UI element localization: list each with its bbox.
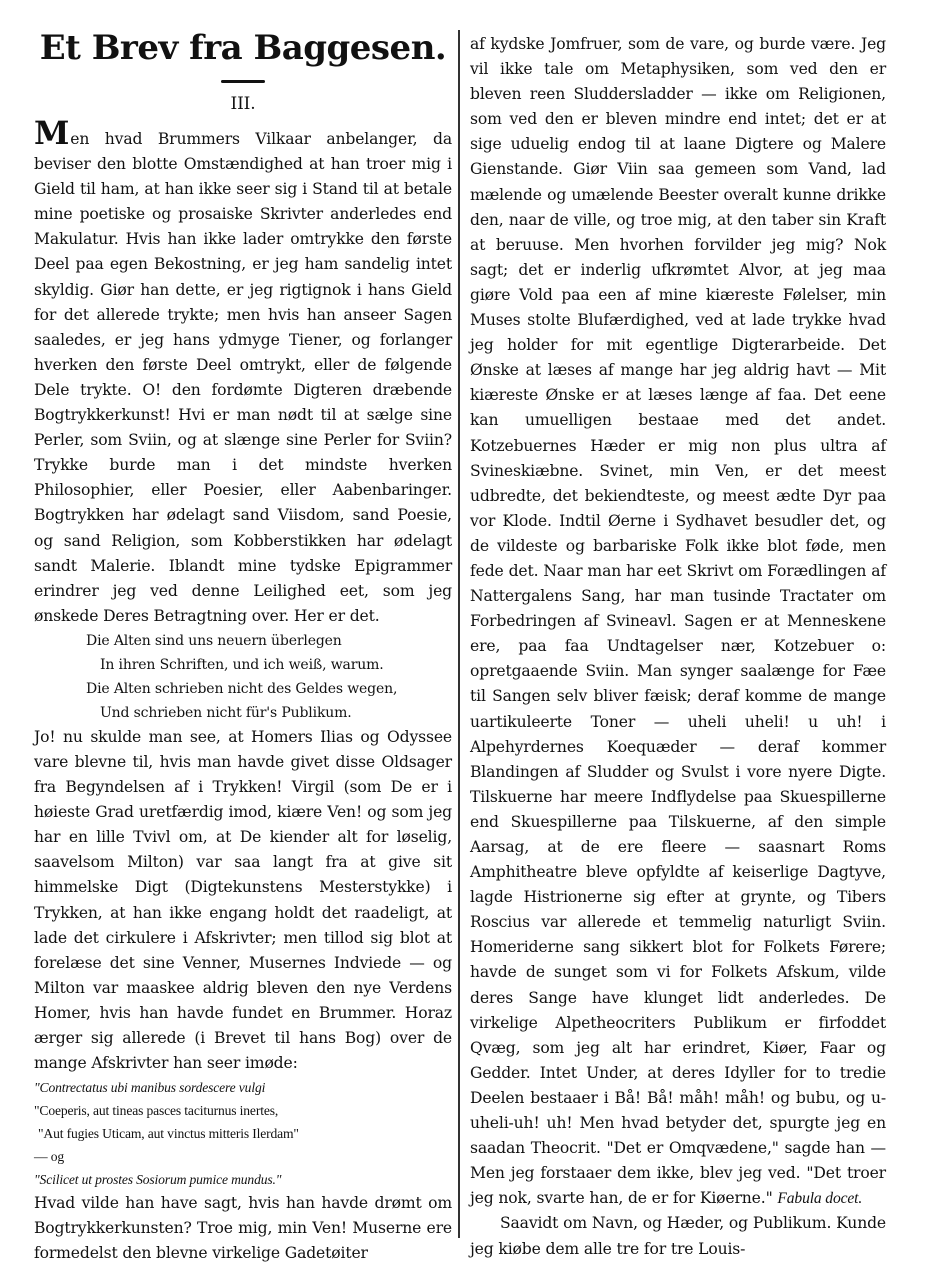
latin-line: "Contrectatus ubi manibus sordescere vulgi [34,1080,266,1096]
article-title: Et Brev fra Baggesen. [39,28,447,68]
latin-line: "Scilicet ut prostes Sosiorum pumice mundus." [34,1172,282,1188]
title-ornament-divider [221,80,265,83]
poem-line: In ihren Schriften, und ich weiß, warum. [100,656,384,673]
left-paragraph-2: Jo! nu skulde man see, at Homers Ilias og Odyssee vare blevne til, hvis man havde givet disse Oldsager fra Begyndelsen af i Trykken! Virgil (som De er i høieste Grad uretfærdig imod, kiære Ven! og som jeg har en lille Tvivl om, at De kiender alt for løselig, saavelsom Milton) var saa langt fra at give sit himmelske Digt (Digtekunstens Mesterstykke) i Trykken, at han ikke engang holdt det raadeligt, at lade det cirkulere i Afskrivter; men tillod sig blot at forelæse det sine Venner, Musernes Indviede — og Milton var maaskee aldrig bleven den nye Verdens Homer, hvis han havde fundet en Brummer. Horaz ærger sig allerede (i Brevet til hans Bog) over de mange Afskrivter han seer imøde: [34,727,452,1073]
poem-line: Die Alten schrieben nicht des Geldes wegen, [86,680,398,697]
left-paragraph-1-text: en hvad Brummers Vilkaar anbelanger, da beviser den blotte Omstændighed at han troer mig i Gield til ham, at han ikke seer sig i Stand til at betale mine poetiske og prosaiske Skrivter anderledes end Makulatur. Hvis han ikke lader omtrykke den første Deel paa egen Bekostning, er jeg ham sandelig intet skyldig. Giør han dette, er jeg rigtignok i hans Gield for det allerede trykte; men hvis han anseer Sagen saaledes, er jeg hans ydmyge Tiener, og forlanger hverken den første Deel omtrykt, eller de følgende Dele trykte. O! den fordømte Digteren dræbende Bogtrykkerkunst! Hvi er man nødt til at sælge sine Perler, som Sviin, og at slænge sine Perler for Sviin? Trykke burde man i det mindste hverken Philosophier, eller Poesier, eller Aabenbaringer. Bogtrykken har ødelagt sand Viisdom, sand Poesie, og sand Religion, som Kobberstikken har ødelagt sandt Malerie. Iblandt mine tydske Epigrammer erindrer jeg ved denne Leilighed eet, som jeg ønskede Deres Betragtning over. Her er det. [34,130,452,625]
left-column [34,28,452,1266]
poem-line: Die Alten sind uns neuern überlegen [86,632,342,649]
poem-line: Und schrieben nicht für's Publikum. [100,704,352,721]
fabula-docet: Fabula docet. [777,1190,863,1208]
column-divider [458,30,460,1238]
latin-line: "Coeperis, aut tineas pasces taciturnus inertes, [34,1103,279,1119]
left-paragraph-3: Hvad vilde han have sagt, hvis han havde drømt om Bogtrykkerkunsten? Troe mig, min Ven! Muserne ere formedelst den blevne virkelige Gadetøiter [34,1194,452,1263]
right-paragraph-1 [470,32,886,1211]
drop-cap: M [34,114,70,152]
right-column [470,32,886,1262]
left-paragraph-1 [34,114,452,629]
latin-connector: — og [34,1149,64,1165]
german-epigram [86,629,452,725]
section-number: III. [230,94,256,114]
right-paragraph-2: Saavidt om Navn, og Hæder, og Publikum. Kunde jeg kiøbe dem alle tre for tre Louis- [470,1214,886,1258]
right-paragraph-1-text: af kydske Jomfruer, som de vare, og burde være. Jeg vil ikke tale om Metaphysiken, som ved den er bleven reen Sluddersladder — ikke om Religionen, som ved den er bleven mindre end intet; det er at sige uduelig endog til at laane Digtere og Malere Gienstande. Giør Viin saa gemeen som Vand, lad mælende og umælende Beester overalt kunne drikke den, naar de ville, og troe mig, at den taber sin Kraft at beruuse. Men hvorhen forvilder jeg mig? Nok sagt; det er inderlig ufkrømtet Alvor, at jeg maa giøre Vold paa een af mine kiæreste Følelser, min Muses stolte Blufærdighed, ved at lade trykke hvad jeg holder for mit egentlige Digterarbeide. Det Ønske at læses af mange har jeg aldrig havt — Mit kiæreste Ønske er at læses længe af faa. Det eene kan umuelligen bestaae med det andet. Kotzebuernes Hæder er mig non plus ultra af Svineskiæbne. Svinet, min Ven, er det meest udbredte, det bekiendteste, og meest ædte Dyr paa vor Klode. Indtil Øerne i Sydhavet besudler det, og de vildeste og barbariske Folk ikke blot føde, men fede det. Naar man har eet Skrivt om Forædlingen af Nattergalens Sang, har man tusinde Tractater om Forbedringen af Svineavl. Sagen er at Menneskene ere, paa faa Undtagelser nær, Kotzebuer o: opretgaaende Sviin. Man synger saalænge for Fæe til Sangen selv bliver fæisk; deraf komme de mange uartikuleerte Toner — uheli uheli! u uh! i Alpehyrdernes Koequæder — deraf kommer Blandingen af Sludder og Svulst i vore nyere Digte. Tilskuerne har meere Indflydelse paa Skuespillerne end Skuespillerne paa Tilskuerne, af den simple Aarsag, at de ere fleere — saasnart Roms Amphitheatre bleve opfyldte af keiserlige Dagtyve, lagde Histrionerne sig efter at grynte, og Tibers Roscius var allerede et temmelig naturligt Sviin. Homeriderne sang sikkert blot for Folkets Førere; havde de sunget som vi for Folkets Afskum, vilde deres Sange have klunget lidt anderledes. De virkelige Alpetheocriters Publikum er firfoddet Qvæg, som jeg alt har erindret, Kiøer, Faar og Gedder. Intet Under, at deres Idyller for to tredie Deelen bestaaer i Bå! Bå! måh! måh! og bubu, og u-uheli-uh! uh! Men hvad betyder det, spurgte jeg en saadan Theocrit. "Det er Omqvædene," sagde han — Men jeg forstaaer dem ikke, blev jeg ved. "Det troer jeg nok, svarte han, de er for Kiøerne." [470,35,886,1208]
latin-line: "Aut fugies Uticam, aut vinctus mitteris Ilerdam" [38,1126,299,1142]
horace-quotation [34,1076,452,1191]
